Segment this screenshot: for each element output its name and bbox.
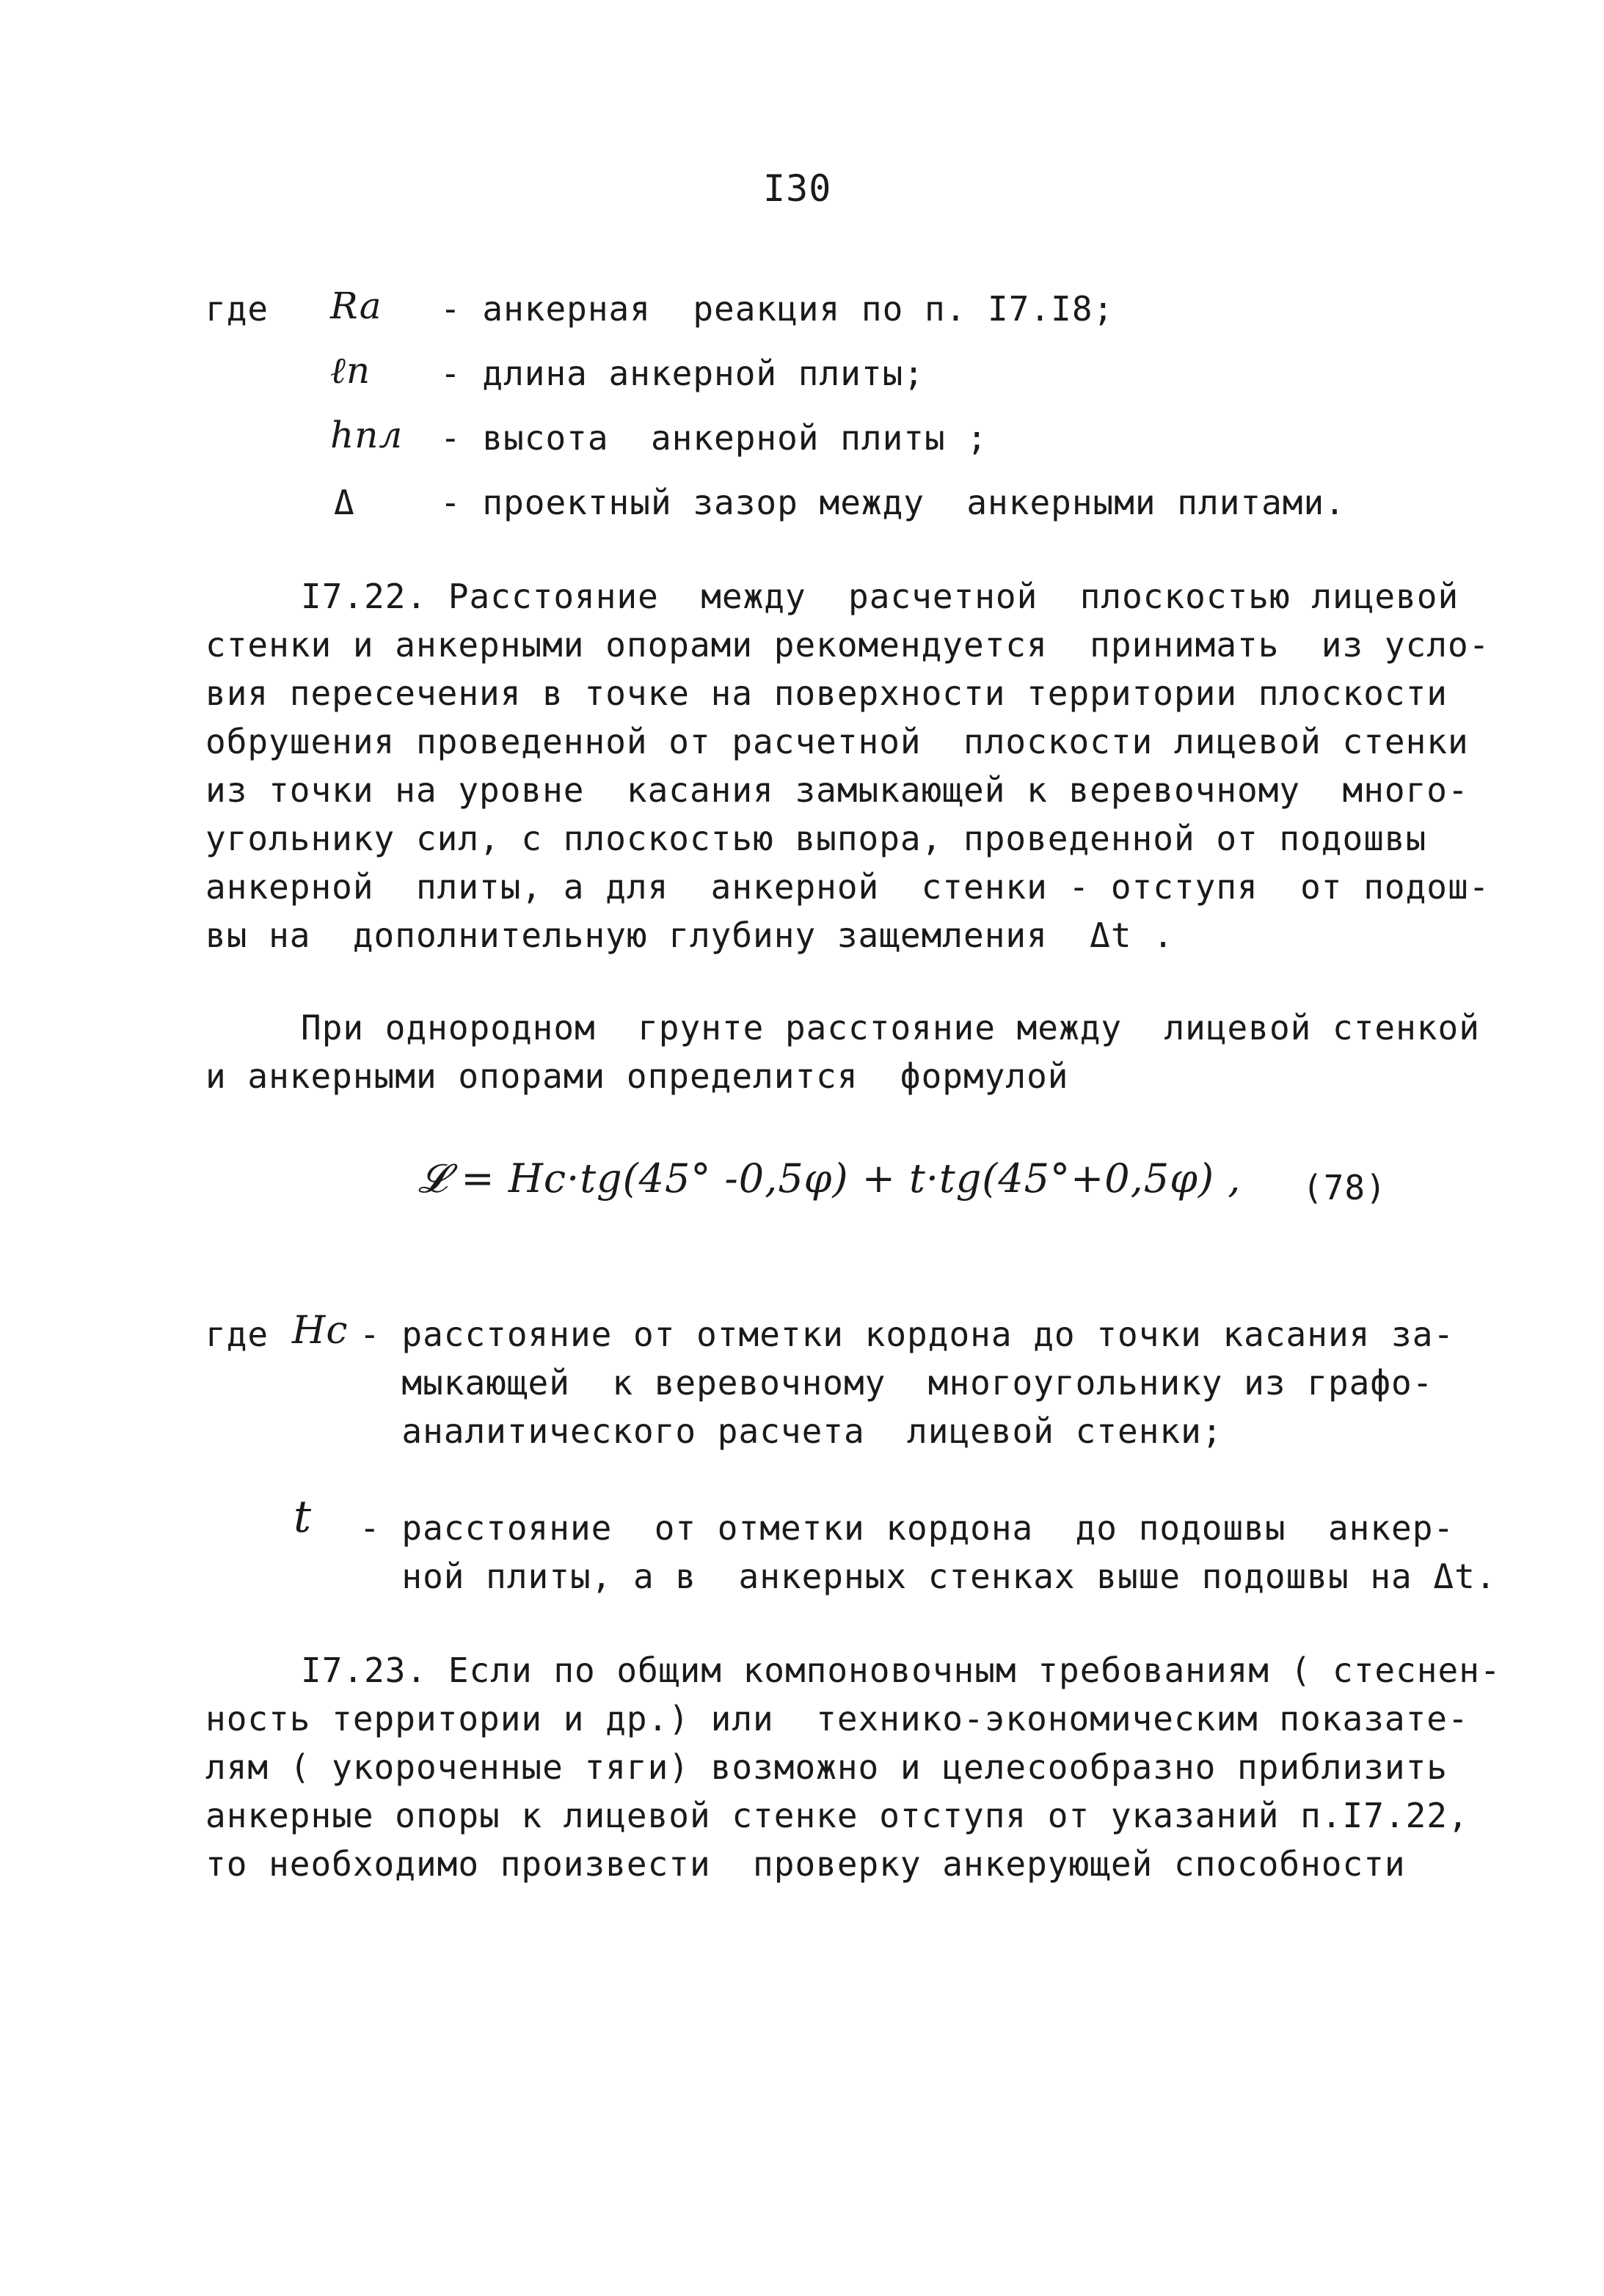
para-17-23-line-1: I7.23. Если по общим компоновочным требованиям ( стеснен- (301, 1650, 1501, 1690)
symbol-hc: Hc (292, 1309, 349, 1353)
para-17-22-line-4: обрушения проведенной от расчетной плоскости лицевой стенки (205, 722, 1469, 761)
symbol-ln: ℓп (330, 349, 371, 392)
para-17-23-line-4: анкерные опоры к лицевой стенке отступя от указаний п.I7.22, (205, 1796, 1469, 1835)
para-17-22-line-6: угольнику сил, с плоскостью выпора, проведенной от подошвы (205, 819, 1427, 858)
para-17-22-line-8: вы на дополнительную глубину защемления Δt . (205, 915, 1174, 955)
para-17-23-line-5: то необходимо произвести проверку анкерующей способности (205, 1844, 1406, 1884)
symbol-delta: Δ (334, 483, 355, 522)
definition-t-line-2: ной плиты, а в анкерных стенках выше подошвы на Δt. (360, 1557, 1497, 1596)
definition-ra: - анкерная реакция по п. I7.I8; (440, 289, 1115, 329)
where-label-2: где (205, 1315, 269, 1354)
para-17-23-line-3: лям ( укороченные тяги) возможно и целесообразно приблизить (205, 1747, 1448, 1787)
para-17-22-line-2: стенки и анкерными опорами рекомендуется принимать из усло- (205, 625, 1490, 665)
definition-hc-line-3: аналитического расчета лицевой стенки; (360, 1411, 1223, 1451)
definition-hc-line-1: - расстояние от отметки кордона до точки касания за- (360, 1315, 1455, 1354)
page-number: I30 (763, 167, 832, 210)
definition-t-line-1: - расстояние от отметки кордона до подошвы анкер- (360, 1508, 1455, 1548)
formula-78: 𝓛 = Hc·tg(45° -0,5φ) + t·tg(45°+0,5φ) , (418, 1155, 1242, 1202)
symbol-hpl: hпл (330, 414, 404, 456)
para-homogeneous-line-2: и анкерными опорами определится формулой (205, 1056, 1069, 1096)
where-label: где (205, 289, 269, 329)
para-homogeneous-line-1: При однородном грунте расстояние между лицевой стенкой (301, 1008, 1480, 1048)
formula-number: (78) (1302, 1168, 1387, 1207)
definition-ln: - длина анкерной плиты; (440, 354, 925, 393)
symbol-t: t (294, 1491, 313, 1543)
para-17-22-line-5: из точки на уровне касания замыкающей к веревочному много- (205, 770, 1469, 810)
para-17-22-line-7: анкерной плиты, а для анкерной стенки - отступя от подош- (205, 867, 1490, 907)
symbol-ra: Ra (330, 285, 382, 327)
para-17-22-line-3: вия пересечения в точке на поверхности территории плоскости (205, 673, 1448, 713)
definition-hc-line-2: мыкающей к веревочному многоугольнику из графо- (360, 1363, 1434, 1403)
definition-delta: - проектный зазор между анкерными плитами. (440, 483, 1346, 522)
para-17-22-line-1: I7.22. Расстояние между расчетной плоскостью лицевой (301, 577, 1459, 616)
definition-hpl: - высота анкерной плиты ; (440, 418, 988, 458)
para-17-23-line-2: ность территории и др.) или технико-экономическим показате- (205, 1699, 1469, 1739)
